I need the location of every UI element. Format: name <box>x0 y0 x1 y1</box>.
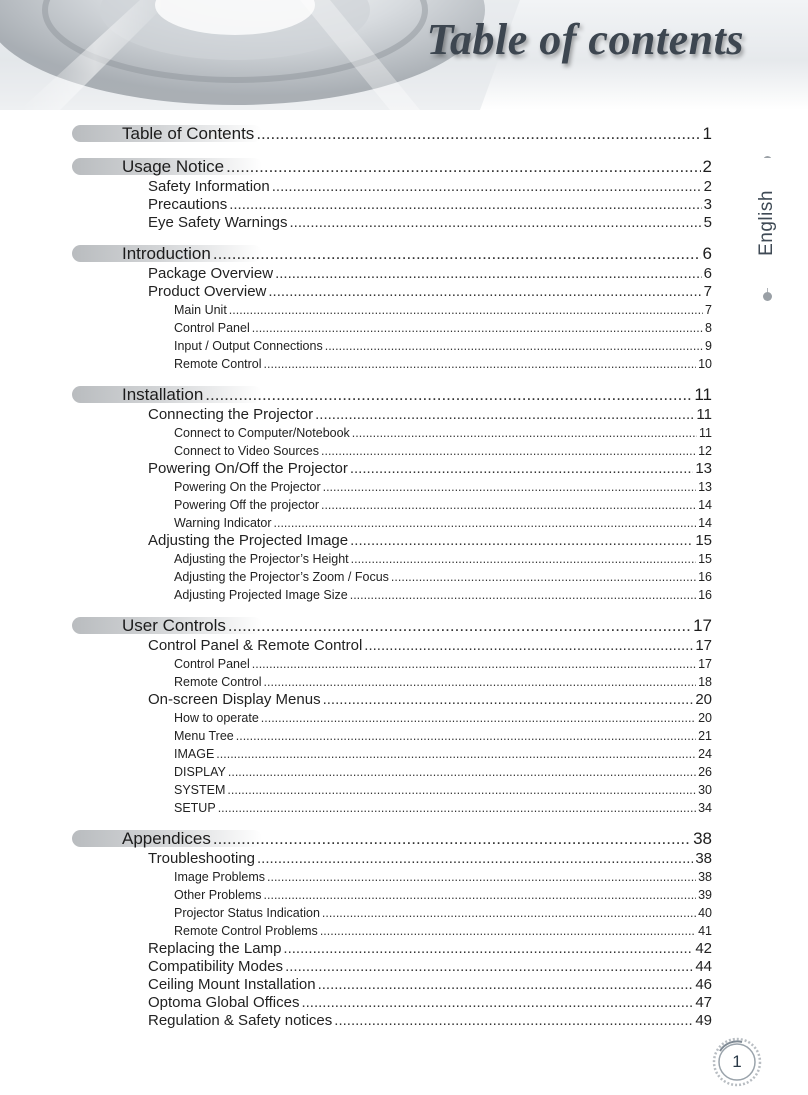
toc-entry-page: 15 <box>698 552 712 566</box>
toc-entry-page: 8 <box>705 321 712 335</box>
toc-entry-label: Remote Control Problems <box>174 924 318 938</box>
section-gap <box>72 232 712 238</box>
toc-entry-page: 16 <box>698 588 712 602</box>
toc-entry-label: Ceiling Mount Installation <box>148 976 316 993</box>
toc-entry-page: 47 <box>695 994 712 1011</box>
toc-entry-page: 12 <box>698 444 712 458</box>
toc-subentry[interactable] <box>72 514 712 532</box>
toc-dot-leader <box>391 568 696 586</box>
toc-section-entry[interactable] <box>72 242 712 265</box>
toc-entry-label: Connect to Computer/Notebook <box>174 426 350 440</box>
toc-dot-leader <box>264 355 697 373</box>
page-number: 1 <box>732 1052 742 1071</box>
toc-subentry[interactable] <box>72 904 712 922</box>
toc-dot-leader <box>264 886 697 904</box>
toc-dot-leader <box>227 781 696 799</box>
toc-entry-label: Remote Control <box>174 357 262 371</box>
toc-subentry[interactable] <box>72 868 712 886</box>
toc-subentry[interactable] <box>72 478 712 496</box>
toc-subentry[interactable] <box>72 922 712 940</box>
toc-entry-label: Control Panel <box>174 657 250 671</box>
toc-entry-label: Product Overview <box>148 283 267 300</box>
toc-dot-leader <box>218 799 696 817</box>
toc-entry[interactable] <box>72 265 712 283</box>
toc-entry-label: Table of Contents <box>122 124 255 143</box>
toc-entry-page: 13 <box>698 480 712 494</box>
toc-dot-leader <box>275 265 702 283</box>
toc-entry-page: 18 <box>698 675 712 689</box>
toc-dot-leader <box>352 424 697 442</box>
toc-entry-label: Connect to Video Sources <box>174 444 320 458</box>
toc-dot-leader <box>318 976 694 994</box>
toc-dot-leader <box>315 406 694 424</box>
toc-entry-page: 30 <box>698 783 712 797</box>
toc-dot-leader <box>226 155 700 178</box>
toc-section-entry[interactable] <box>72 155 712 178</box>
table-of-contents <box>72 118 712 1030</box>
toc-entry-label: Control Panel & Remote Control <box>148 637 363 654</box>
toc-dot-leader <box>351 550 696 568</box>
toc-entry-label: How to operate <box>174 711 259 725</box>
toc-entry-label: Package Overview <box>148 265 274 282</box>
toc-entry-page: 1 <box>702 124 712 143</box>
toc-entry-page: 7 <box>705 303 712 317</box>
toc-entry[interactable] <box>72 214 712 232</box>
toc-entry-label: Projector Status Indication <box>174 906 320 920</box>
toc-subentry[interactable] <box>72 550 712 568</box>
toc-dot-leader <box>323 478 696 496</box>
toc-entry-label: Main Unit <box>174 303 227 317</box>
toc-entry-page: 17 <box>695 637 712 654</box>
toc-section-entry[interactable] <box>72 383 712 406</box>
toc-subentry[interactable] <box>72 886 712 904</box>
toc-entry-page: 10 <box>698 357 712 371</box>
toc-entry-page: 13 <box>695 460 712 477</box>
toc-subentry[interactable] <box>72 781 712 799</box>
toc-subentry[interactable] <box>72 355 712 373</box>
toc-entry-label: SYSTEM <box>174 783 226 797</box>
toc-entry-page: 3 <box>703 196 712 213</box>
toc-dot-leader <box>323 691 694 709</box>
toc-entry-page: 17 <box>698 657 712 671</box>
page-header <box>0 0 808 110</box>
toc-dot-leader <box>236 727 696 745</box>
page-number-badge <box>712 1037 762 1087</box>
toc-entry-label: Precautions <box>148 196 228 213</box>
toc-dot-leader <box>320 922 696 940</box>
toc-subentry[interactable] <box>72 424 712 442</box>
toc-dot-leader <box>350 586 696 604</box>
toc-entry-label: Regulation & Safety notices <box>148 1012 333 1029</box>
toc-section-entry[interactable] <box>72 827 712 850</box>
toc-dot-leader <box>268 283 701 301</box>
toc-dot-leader <box>205 383 692 406</box>
toc-subentry[interactable] <box>72 586 712 604</box>
toc-entry-page: 38 <box>698 870 712 884</box>
toc-entry[interactable] <box>72 460 712 478</box>
toc-subentry[interactable] <box>72 655 712 673</box>
toc-subentry[interactable] <box>72 496 712 514</box>
toc-entry-page: 6 <box>703 265 712 282</box>
toc-entry-label: Replacing the Lamp <box>148 940 282 957</box>
toc-entry[interactable] <box>72 994 712 1012</box>
toc-dot-leader <box>322 904 696 922</box>
toc-entry-label: Powering On/Off the Projector <box>148 460 348 477</box>
toc-entry-label: DISPLAY <box>174 765 226 779</box>
toc-entry-label: Usage Notice <box>122 157 225 176</box>
toc-dot-leader <box>290 214 702 232</box>
toc-entry-label: Adjusting Projected Image Size <box>174 588 348 602</box>
toc-dot-leader <box>283 940 693 958</box>
toc-subentry[interactable] <box>72 568 712 586</box>
page-title: Table of contents <box>426 15 744 64</box>
toc-entry-page: 21 <box>698 729 712 743</box>
toc-entry-page: 11 <box>699 426 712 440</box>
toc-entry-label: IMAGE <box>174 747 215 761</box>
toc-entry[interactable] <box>72 196 712 214</box>
toc-entry-page: 38 <box>695 850 712 867</box>
toc-entry-label: Eye Safety Warnings <box>148 214 288 231</box>
toc-entry-label: Adjusting the Projected Image <box>148 532 349 549</box>
toc-entry-page: 11 <box>694 385 712 404</box>
toc-dot-leader <box>264 673 697 691</box>
toc-entry-page: 9 <box>705 339 712 353</box>
toc-entry-page: 5 <box>703 214 712 231</box>
toc-dot-leader <box>213 827 691 850</box>
toc-dot-leader <box>216 745 696 763</box>
section-gap <box>72 145 712 151</box>
toc-entry-page: 38 <box>693 829 712 848</box>
toc-entry-page: 2 <box>702 157 712 176</box>
toc-entry[interactable] <box>72 1012 712 1030</box>
toc-entry-page: 2 <box>703 178 712 195</box>
toc-entry-page: 26 <box>698 765 712 779</box>
toc-dot-leader <box>252 319 703 337</box>
toc-entry-label: User Controls <box>122 616 226 635</box>
toc-dot-leader <box>321 442 696 460</box>
toc-entry-label: Adjusting the Projector’s Zoom / Focus <box>174 570 389 584</box>
toc-entry-label: Compatibility Modes <box>148 958 284 975</box>
toc-dot-leader <box>274 514 697 532</box>
toc-entry-label: SETUP <box>174 801 216 815</box>
toc-subentry[interactable] <box>72 709 712 727</box>
toc-entry[interactable] <box>72 637 712 655</box>
toc-entry-label: Installation <box>122 385 204 404</box>
toc-entry-label: Optoma Global Offices <box>148 994 300 1011</box>
toc-entry-label: Appendices <box>122 829 211 848</box>
toc-dot-leader <box>272 178 702 196</box>
toc-entry-page: 14 <box>698 516 712 530</box>
toc-dot-leader <box>364 637 693 655</box>
toc-subentry[interactable] <box>72 442 712 460</box>
toc-entry-label: Adjusting the Projector’s Height <box>174 552 349 566</box>
toc-entry-page: 46 <box>695 976 712 993</box>
language-side-tab <box>754 150 782 310</box>
toc-dot-leader <box>267 868 696 886</box>
toc-entry-page: 41 <box>698 924 712 938</box>
toc-dot-leader <box>261 709 696 727</box>
toc-dot-leader <box>321 496 696 514</box>
toc-dot-leader <box>228 614 691 637</box>
toc-entry-page: 49 <box>695 1012 712 1029</box>
toc-entry-label: Safety Information <box>148 178 270 195</box>
toc-entry-label: Menu Tree <box>174 729 234 743</box>
toc-entry-label: Other Problems <box>174 888 262 902</box>
toc-entry-page: 40 <box>698 906 712 920</box>
toc-entry-page: 39 <box>698 888 712 902</box>
toc-subentry[interactable] <box>72 301 712 319</box>
toc-entry-label: Control Panel <box>174 321 250 335</box>
toc-dot-leader <box>228 763 696 781</box>
toc-entry[interactable] <box>72 958 712 976</box>
toc-dot-leader <box>256 122 700 145</box>
toc-dot-leader <box>301 994 693 1012</box>
section-gap <box>72 373 712 379</box>
toc-subentry[interactable] <box>72 337 712 355</box>
toc-entry-page: 14 <box>698 498 712 512</box>
toc-entry-label: Warning Indicator <box>174 516 272 530</box>
toc-entry-page: 17 <box>693 616 712 635</box>
toc-subentry[interactable] <box>72 745 712 763</box>
toc-entry-label: Powering Off the projector <box>174 498 319 512</box>
language-label: English <box>756 158 778 288</box>
toc-subentry[interactable] <box>72 727 712 745</box>
toc-entry[interactable] <box>72 850 712 868</box>
toc-entry[interactable] <box>72 283 712 301</box>
toc-dot-leader <box>334 1012 693 1030</box>
toc-dot-leader <box>229 196 701 214</box>
toc-entry-page: 20 <box>698 711 712 725</box>
toc-entry-label: Connecting the Projector <box>148 406 314 423</box>
toc-dot-leader <box>350 460 693 478</box>
toc-entry[interactable] <box>72 178 712 196</box>
toc-section-entry[interactable] <box>72 122 712 145</box>
toc-dot-leader <box>325 337 703 355</box>
toc-dot-leader <box>229 301 703 319</box>
toc-entry-label: Powering On the Projector <box>174 480 321 494</box>
toc-entry-page: 15 <box>695 532 712 549</box>
toc-entry[interactable] <box>72 976 712 994</box>
toc-subentry[interactable] <box>72 763 712 781</box>
toc-dot-leader <box>213 242 701 265</box>
toc-entry-page: 6 <box>702 244 712 263</box>
toc-entry-label: Input / Output Connections <box>174 339 323 353</box>
toc-entry-page: 20 <box>695 691 712 708</box>
toc-entry[interactable] <box>72 406 712 424</box>
toc-entry-page: 16 <box>698 570 712 584</box>
toc-entry-label: Remote Control <box>174 675 262 689</box>
toc-entry[interactable] <box>72 532 712 550</box>
toc-entry-page: 11 <box>696 406 712 423</box>
toc-subentry[interactable] <box>72 319 712 337</box>
toc-subentry[interactable] <box>72 799 712 817</box>
toc-section-entry[interactable] <box>72 614 712 637</box>
toc-dot-leader <box>252 655 696 673</box>
toc-dot-leader <box>285 958 693 976</box>
toc-dot-leader <box>350 532 693 550</box>
toc-entry[interactable] <box>72 940 712 958</box>
toc-entry-page: 24 <box>698 747 712 761</box>
section-gap <box>72 604 712 610</box>
toc-entry-label: Introduction <box>122 244 211 263</box>
toc-entry-page: 42 <box>695 940 712 957</box>
side-tab-dot-bottom <box>763 292 772 301</box>
toc-subentry[interactable] <box>72 673 712 691</box>
toc-entry-label: Troubleshooting <box>148 850 256 867</box>
toc-entry-label: Image Problems <box>174 870 266 884</box>
toc-dot-leader <box>257 850 693 868</box>
section-gap <box>72 817 712 823</box>
toc-entry-page: 7 <box>703 283 712 300</box>
toc-entry-page: 34 <box>698 801 712 815</box>
toc-entry-page: 44 <box>695 958 712 975</box>
toc-entry-label: On-screen Display Menus <box>148 691 321 708</box>
toc-entry[interactable] <box>72 691 712 709</box>
